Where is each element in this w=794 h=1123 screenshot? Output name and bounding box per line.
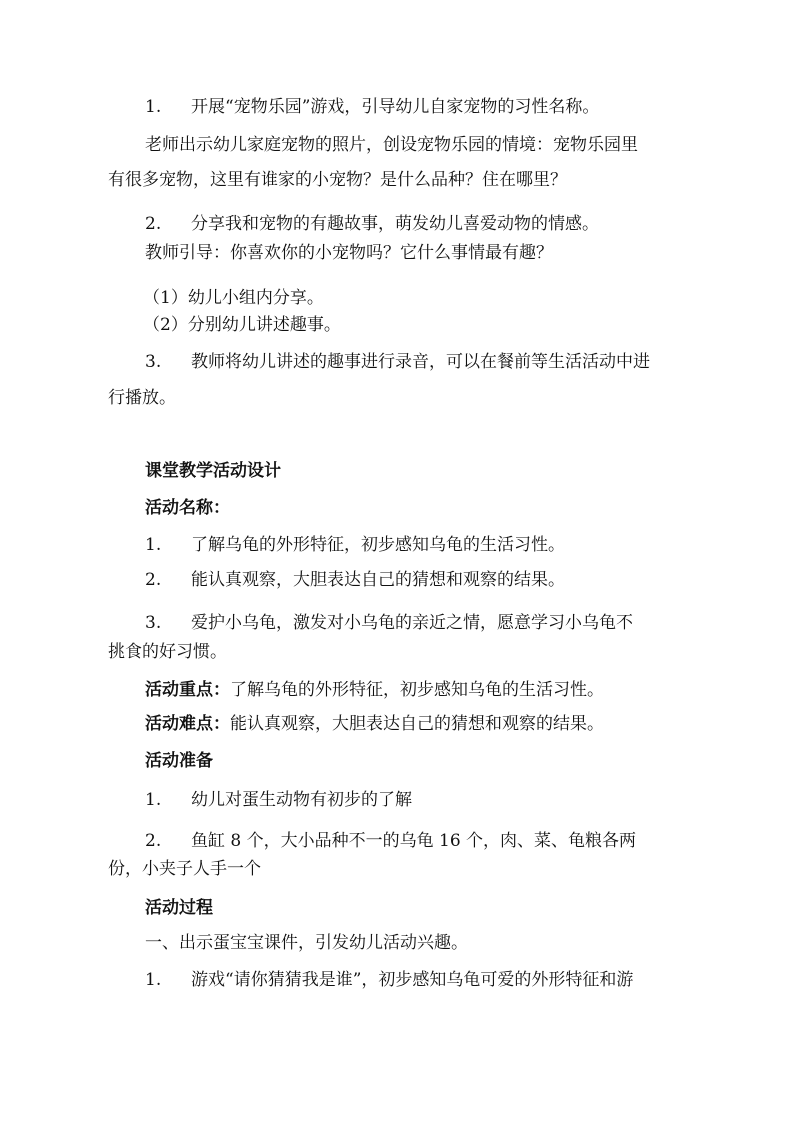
goal-3-continuation: 挑食的好习惯。 <box>108 642 227 662</box>
item-1 <box>145 97 599 117</box>
goal-3 <box>145 613 633 633</box>
prep-text: 幼儿对蛋生动物有初步的了解 <box>191 790 412 810</box>
key-point-text: 了解乌龟的外形特征，初步感知乌龟的生活习性。 <box>230 680 604 700</box>
goal-text: 爱护小乌龟，激发对小乌龟的亲近之情，愿意学习小乌龟不 <box>191 613 633 633</box>
sub-item-2: （2）分别幼儿讲述趣事。 <box>143 315 341 335</box>
paragraph-line: 有很多宠物，这里有谁家的小宠物？是什么品种？住在哪里？ <box>108 170 567 190</box>
difficulty-label: 活动难点： <box>145 714 230 734</box>
process-item-1 <box>145 970 633 990</box>
goal-2 <box>145 570 565 590</box>
prep-2 <box>145 831 636 851</box>
goal-number: 2. <box>145 570 162 590</box>
process-number: 1. <box>145 970 162 990</box>
process-title: 活动过程 <box>145 898 213 918</box>
key-point <box>145 680 604 700</box>
difficulty <box>145 714 604 734</box>
item-2 <box>145 214 599 234</box>
item-text: 开展“宠物乐园”游戏，引导幼儿自家宠物的习性名称。 <box>191 97 600 117</box>
section-title: 课堂教学活动设计 <box>145 461 281 481</box>
item-text: 教师将幼儿讲述的趣事进行录音，可以在餐前等生活活动中进 <box>191 352 650 372</box>
key-point-label: 活动重点： <box>145 680 230 700</box>
prep-number: 1. <box>145 790 162 810</box>
item-number: 2. <box>145 214 162 234</box>
difficulty-text: 能认真观察，大胆表达自己的猜想和观察的结果。 <box>230 714 604 734</box>
prep-2-continuation: 份，小夹子人手一个 <box>108 859 261 879</box>
prep-1 <box>145 790 412 810</box>
teacher-guide: 教师引导：你喜欢你的小宠物吗？它什么事情最有趣？ <box>145 243 553 263</box>
item-3-continuation: 行播放。 <box>108 388 176 408</box>
paragraph-line: 老师出示幼儿家庭宠物的照片，创设宠物乐园的情境：宠物乐园里 <box>145 135 638 155</box>
goal-text: 了解乌龟的外形特征，初步感知乌龟的生活习性。 <box>191 535 565 555</box>
process-text: 游戏“请你猜猜我是谁”，初步感知乌龟可爱的外形特征和游 <box>191 970 634 990</box>
goal-number: 3. <box>145 613 162 633</box>
prep-title: 活动准备 <box>145 751 213 771</box>
item-text: 分享我和宠物的有趣故事，萌发幼儿喜爱动物的情感。 <box>191 214 599 234</box>
item-3 <box>145 352 650 372</box>
sub-item-1: （1）幼儿小组内分享。 <box>143 288 324 308</box>
item-number: 3. <box>145 352 162 372</box>
goal-1 <box>145 535 565 555</box>
goal-number: 1. <box>145 535 162 555</box>
process-step-1: 一、出示蛋宝宝课件，引发幼儿活动兴趣。 <box>145 933 468 953</box>
prep-number: 2. <box>145 831 162 851</box>
item-number: 1. <box>145 97 162 117</box>
activity-name-label: 活动名称： <box>145 498 230 518</box>
goal-text: 能认真观察，大胆表达自己的猜想和观察的结果。 <box>191 570 565 590</box>
prep-text: 鱼缸 8 个，大小品种不一的乌龟 16 个，肉、菜、龟粮各两 <box>191 831 637 851</box>
